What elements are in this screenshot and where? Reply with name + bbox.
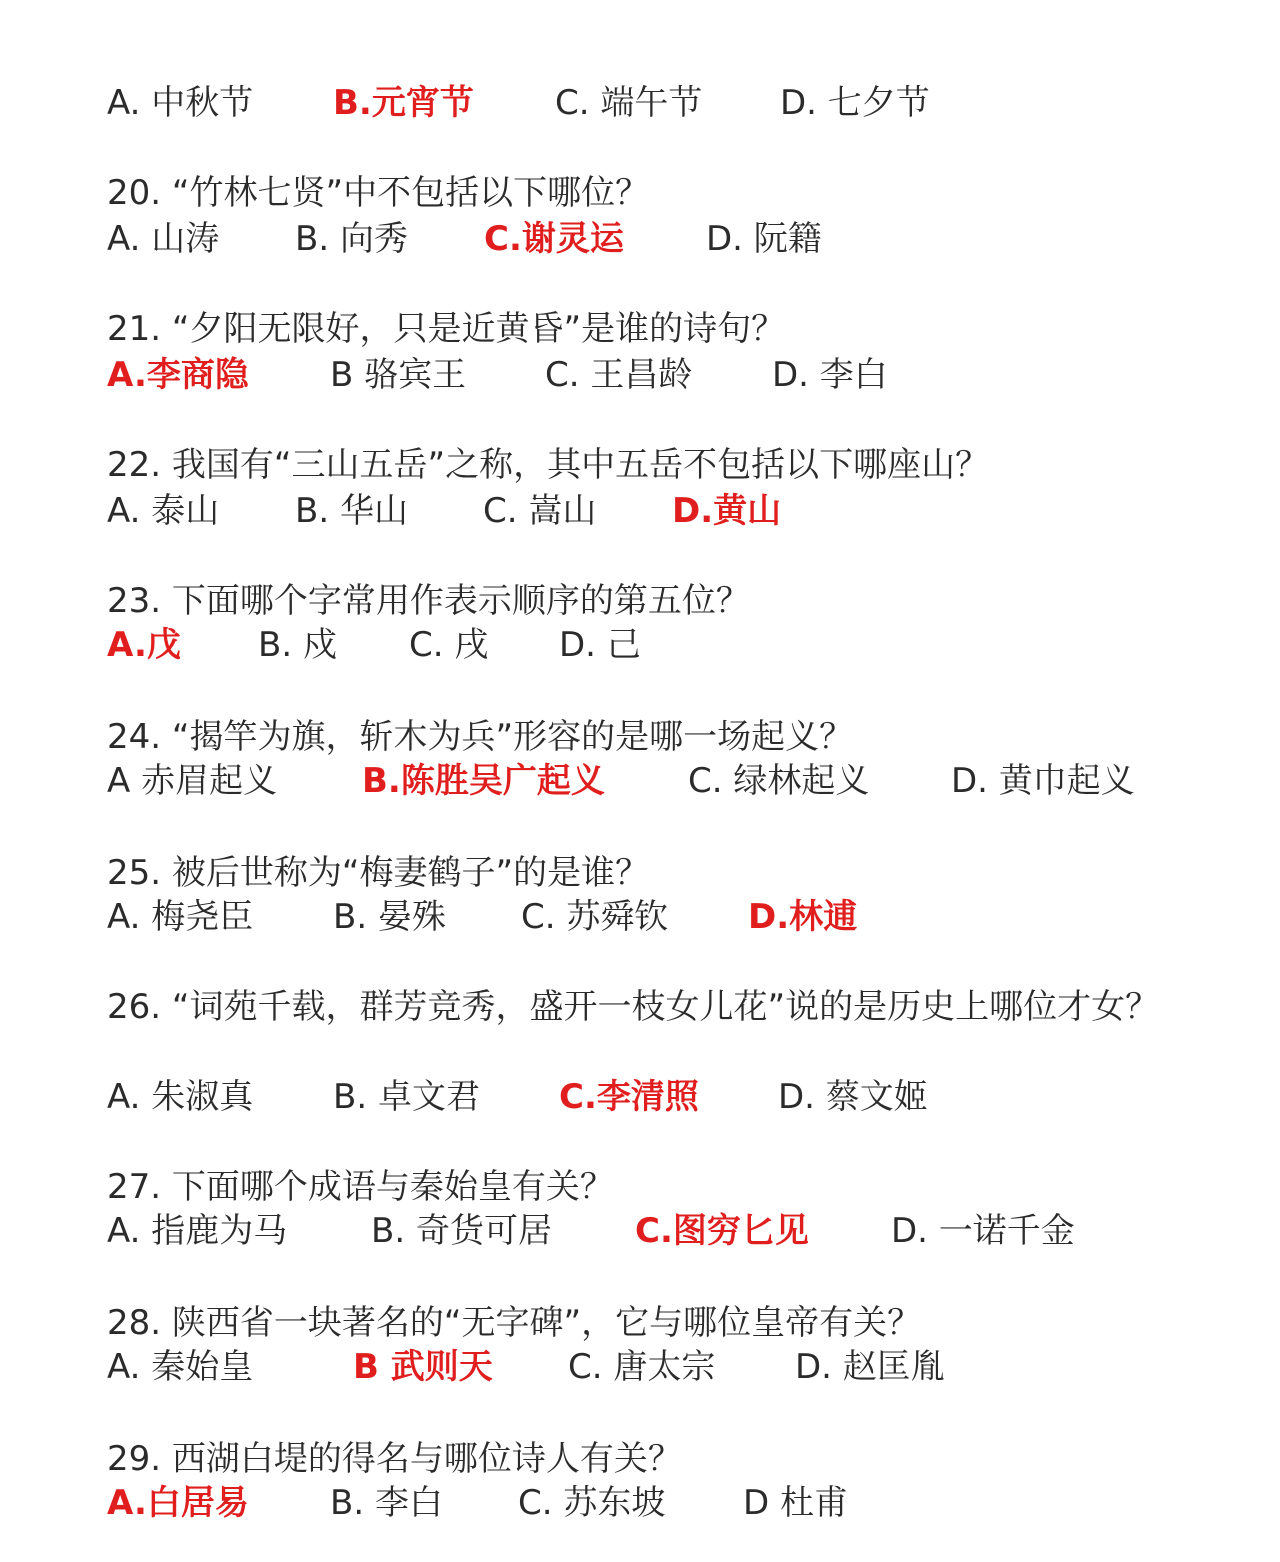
question-text: 27. 下面哪个成语与秦始皇有关？ [107, 1167, 614, 1207]
option-d: D. 黄巾起义 [951, 761, 1135, 801]
option-d: D. 李白 [772, 355, 888, 395]
option-c: C. 嵩山 [483, 491, 597, 531]
option-d: D. 己 [559, 625, 641, 665]
option-d: D. 赵匡胤 [795, 1347, 945, 1387]
option-d-correct: D.林逋 [748, 897, 858, 937]
option-c: C. 苏舜钦 [521, 897, 669, 937]
option-a: A 赤眉起义 [107, 761, 278, 801]
question-text: 22. 我国有“三山五岳”之称，其中五岳不包括以下哪座山？ [107, 445, 990, 485]
question-text: 21. “夕阳无限好，只是近黄昏”是谁的诗句？ [107, 309, 786, 349]
option-a: A. 朱淑真 [107, 1077, 254, 1117]
option-d-correct: D.黄山 [672, 491, 782, 531]
option-a-correct: A.白居易 [107, 1483, 249, 1523]
question-text: 28. 陕西省一块著名的“无字碑”，它与哪位皇帝有关？ [107, 1303, 922, 1343]
option-c: C. 王昌龄 [545, 355, 693, 395]
option-d: D. 七夕节 [780, 83, 930, 123]
option-b: B. 戍 [258, 625, 337, 665]
option-a: A. 指鹿为马 [107, 1211, 288, 1251]
option-b: B. 卓文君 [333, 1077, 480, 1117]
option-b: B. 李白 [330, 1483, 443, 1523]
option-c-correct: C.谢灵运 [484, 219, 624, 259]
option-d: D 杜甫 [743, 1483, 848, 1523]
option-b: B. 奇货可居 [371, 1211, 552, 1251]
option-b: B 骆宾王 [330, 355, 467, 395]
question-text: 26. “词苑千载，群芳竞秀，盛开一枝女儿花”说的是历史上哪位才女？ [107, 987, 1160, 1027]
option-c: C. 戌 [409, 625, 489, 665]
option-b: B. 华山 [295, 491, 408, 531]
option-c: C. 绿林起义 [688, 761, 870, 801]
option-d: D. 蔡文姬 [778, 1077, 928, 1117]
option-a: A. 梅尧臣 [107, 897, 254, 937]
option-b-correct: B.元宵节 [333, 83, 474, 123]
option-a: A. 中秋节 [107, 83, 254, 123]
option-b-correct: B.陈胜吴广起义 [362, 761, 605, 801]
question-text: 29. 西湖白堤的得名与哪位诗人有关？ [107, 1439, 682, 1479]
option-b: B. 晏殊 [333, 897, 446, 937]
question-text: 23. 下面哪个字常用作表示顺序的第五位？ [107, 581, 750, 621]
option-a-correct: A.戊 [107, 625, 181, 665]
option-c: C. 唐太宗 [568, 1347, 716, 1387]
option-a-correct: A.李商隐 [107, 355, 249, 395]
option-c: C. 苏东坡 [518, 1483, 666, 1523]
option-d: D. 一诺千金 [891, 1211, 1075, 1251]
question-text: 20. “竹林七贤”中不包括以下哪位？ [107, 173, 650, 213]
option-b: B. 向秀 [295, 219, 408, 259]
option-c-correct: C.李清照 [559, 1077, 699, 1117]
option-c-correct: C.图穷匕见 [635, 1211, 809, 1251]
option-a: A. 山涛 [107, 219, 220, 259]
option-b-correct: B 武则天 [353, 1347, 493, 1387]
option-a: A. 秦始皇 [107, 1347, 254, 1387]
option-a: A. 泰山 [107, 491, 220, 531]
question-text: 24. “揭竿为旗，斩木为兵”形容的是哪一场起义？ [107, 717, 854, 757]
option-d: D. 阮籍 [706, 219, 822, 259]
question-text: 25. 被后世称为“梅妻鹤子”的是谁？ [107, 853, 650, 893]
option-c: C. 端午节 [555, 83, 703, 123]
